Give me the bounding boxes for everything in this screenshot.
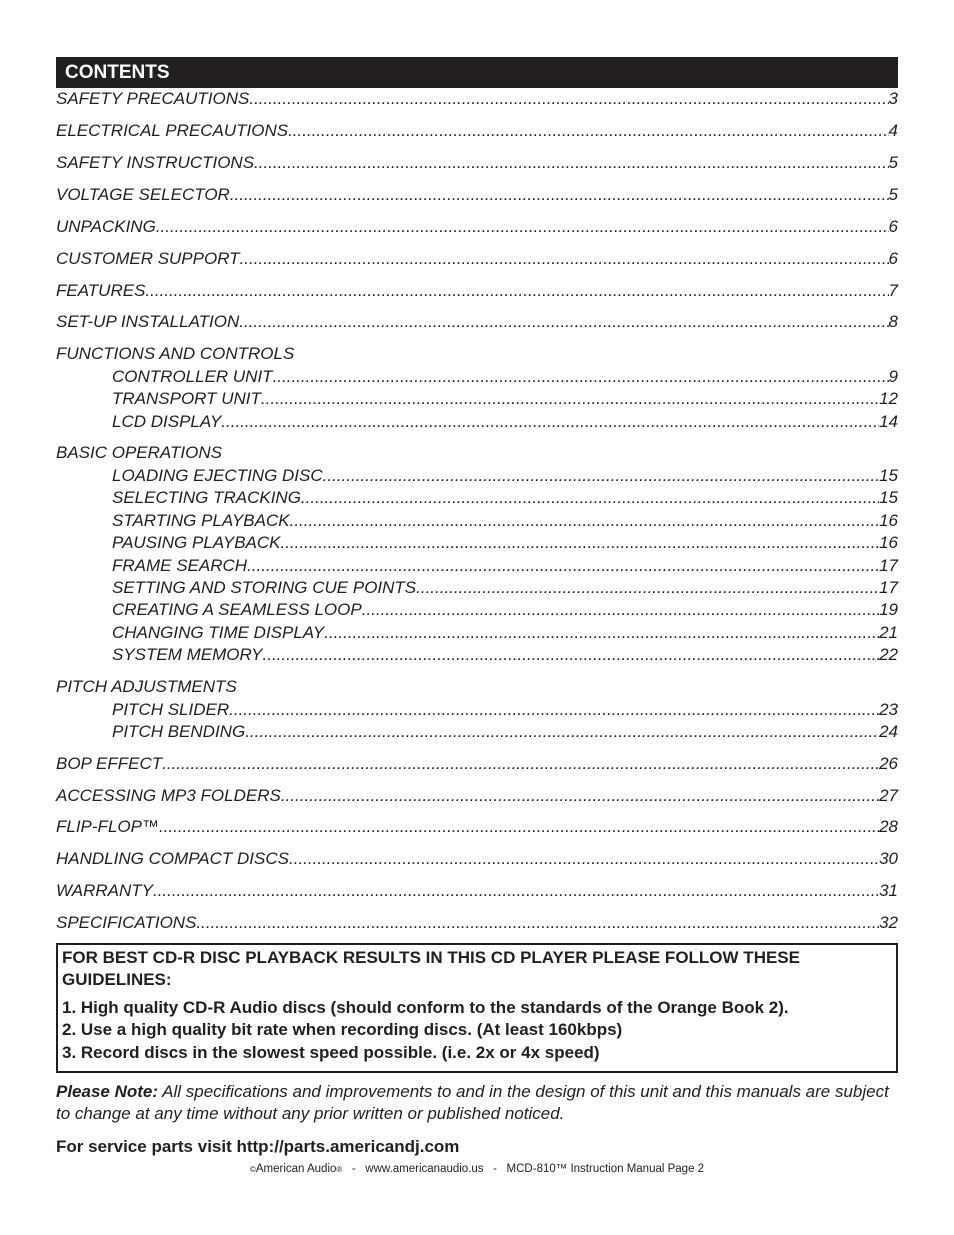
leader-dots: [254, 153, 888, 173]
toc-page-number: 7: [888, 281, 898, 300]
leader-dots: [145, 281, 888, 301]
contents-title: CONTENTS: [65, 62, 170, 83]
leader-dots: [324, 623, 879, 643]
toc-entry-setting-storing-cue-points[interactable]: [112, 578, 898, 600]
toc-entry-specifications[interactable]: [56, 913, 898, 935]
toc-label: SAFETY INSTRUCTIONS: [56, 153, 255, 172]
toc-label: PITCH SLIDER: [112, 700, 230, 719]
leader-dots: [162, 754, 879, 774]
toc-label: ACCESSING MP3 FOLDERS: [56, 786, 281, 805]
manual-page: [56, 57, 898, 1175]
toc-page-number: 16: [879, 511, 898, 530]
leader-dots: [273, 367, 889, 387]
toc-label: TRANSPORT UNIT: [112, 389, 261, 408]
toc-page-number: 5: [888, 153, 898, 172]
toc-page-number: 21: [879, 623, 898, 642]
page-footer: [56, 1163, 898, 1175]
toc-entry-customer-support[interactable]: [56, 249, 898, 271]
copyright-symbol: ©: [249, 1165, 256, 1174]
contents-header: [56, 57, 898, 88]
toc-entry-unpacking[interactable]: [56, 217, 898, 239]
leader-dots: [301, 488, 879, 508]
toc-label: LOADING EJECTING DISC: [112, 466, 323, 485]
toc-page-number: 16: [879, 533, 898, 552]
leader-dots: [196, 913, 879, 933]
toc-label: FEATURES: [56, 281, 146, 300]
toc-page-number: 3: [888, 89, 898, 108]
toc-page-number: 30: [879, 849, 898, 868]
guideline-item-2: 2. Use a high quality bit rate when recording discs. (At least 160kbps): [62, 1020, 623, 1039]
toc-entry-lcd-display[interactable]: [112, 412, 898, 434]
toc-label: SET-UP INSTALLATION: [56, 312, 240, 331]
toc-entry-handling-compact-discs[interactable]: [56, 849, 898, 871]
toc-entry-safety-instructions[interactable]: [56, 153, 898, 175]
footer-brand: American Audio: [255, 1163, 337, 1175]
toc-page-number: 17: [879, 578, 898, 597]
toc-entry-setup-installation[interactable]: [56, 312, 898, 334]
toc-page-number: 23: [879, 700, 898, 719]
leader-dots: [221, 412, 879, 432]
toc-entry-starting-playback[interactable]: [112, 511, 898, 533]
please-note-paragraph: [56, 1081, 898, 1125]
toc-entry-system-memory[interactable]: [112, 645, 898, 667]
leader-dots: [263, 645, 880, 665]
toc-entry-electrical-precautions[interactable]: [56, 121, 898, 143]
toc-label: SAFETY PRECAUTIONS: [56, 89, 250, 108]
toc-page-number: 28: [879, 817, 898, 836]
toc-entry-accessing-mp3-folders[interactable]: [56, 786, 898, 808]
toc-page-number: 27: [879, 786, 898, 805]
leader-dots: [323, 466, 879, 486]
toc-section-pitch-adjustments: PITCH ADJUSTMENTS: [56, 677, 237, 696]
leader-dots: [261, 389, 879, 409]
leader-dots: [288, 121, 888, 141]
toc-label: CHANGING TIME DISPLAY: [112, 623, 325, 642]
toc-entry-features[interactable]: [56, 281, 898, 303]
toc-label: LCD DISPLAY: [112, 412, 222, 431]
toc-entry-selecting-tracking[interactable]: [112, 488, 898, 510]
toc-label: PAUSING PLAYBACK: [112, 533, 281, 552]
leader-dots: [230, 185, 889, 205]
leader-dots: [249, 89, 888, 109]
toc-label: FLIP-FLOP™: [56, 817, 159, 836]
toc-page-number: 5: [888, 185, 898, 204]
leader-dots: [229, 700, 879, 720]
leader-dots: [289, 849, 879, 869]
toc-label: CONTROLLER UNIT: [112, 367, 273, 386]
toc-page-number: 32: [879, 913, 898, 932]
toc-label: SPECIFICATIONS: [56, 913, 197, 932]
toc-section-functions-and-controls: FUNCTIONS AND CONTROLS: [56, 344, 295, 363]
leader-dots: [245, 722, 879, 742]
leader-dots: [153, 881, 879, 901]
please-note-lead: Please Note:: [56, 1082, 159, 1101]
toc-page-number: 22: [879, 645, 898, 664]
toc-label: VOLTAGE SELECTOR: [56, 185, 230, 204]
toc-entry-transport-unit[interactable]: [112, 389, 898, 411]
toc-label: WARRANTY: [56, 881, 153, 900]
toc-entry-pitch-slider[interactable]: [112, 700, 898, 722]
please-note-text: All specifications and improvements to and in the design of this unit and this manuals are subject to change at any time without any prior written or published noticed.: [56, 1082, 889, 1123]
toc-label: PITCH BENDING: [112, 722, 246, 741]
toc-label: SYSTEM MEMORY: [112, 645, 263, 664]
toc-page-number: 9: [888, 367, 898, 386]
guideline-item-1: 1. High quality CD-R Audio discs (should conform to the standards of the Orange Book 2).: [62, 998, 789, 1017]
toc-entry-frame-search[interactable]: [112, 556, 898, 578]
leader-dots: [240, 249, 889, 269]
toc-page-number: 4: [888, 121, 898, 140]
toc-label: BOP EFFECT: [56, 754, 163, 773]
toc-page-number: 15: [879, 466, 898, 485]
footer-text: - www.americanaudio.us - MCD-810™ Instruction Manual Page 2: [342, 1163, 705, 1175]
toc-entry-loading-ejecting-disc[interactable]: [112, 466, 898, 488]
toc-page-number: 14: [879, 412, 898, 431]
toc-page-number: 12: [879, 389, 898, 408]
leader-dots: [159, 817, 879, 837]
toc-label: CUSTOMER SUPPORT: [56, 249, 240, 268]
toc-page-number: 26: [879, 754, 898, 773]
toc-entry-bop-effect[interactable]: [56, 754, 898, 776]
leader-dots: [281, 786, 879, 806]
toc-page-number: 6: [888, 217, 898, 236]
guidelines-heading-line1: FOR BEST CD-R DISC PLAYBACK RESULTS IN THIS CD PLAYER PLEASE FOLLOW THESE: [62, 948, 800, 967]
toc-page-number: 19: [879, 600, 898, 619]
service-parts-link[interactable]: For service parts visit http://parts.americandj.com: [56, 1137, 460, 1156]
toc-page-number: 8: [888, 312, 898, 331]
guidelines-heading-line2: GUIDELINES:: [62, 970, 172, 989]
toc-label: STARTING PLAYBACK: [112, 511, 290, 530]
toc-label: UNPACKING: [56, 217, 156, 236]
guideline-item-3: 3. Record discs in the slowest speed possible. (i.e. 2x or 4x speed): [62, 1043, 600, 1062]
toc-section-basic-operations: BASIC OPERATIONS: [56, 443, 222, 462]
toc-entry-flip-flop[interactable]: [56, 817, 898, 839]
leader-dots: [280, 533, 879, 553]
toc-entry-pausing-playback[interactable]: [112, 533, 898, 555]
leader-dots: [156, 217, 889, 237]
toc-entry-controller-unit[interactable]: [112, 367, 898, 389]
toc-label: ELECTRICAL PRECAUTIONS: [56, 121, 289, 140]
toc-entry-pitch-bending[interactable]: [112, 722, 898, 744]
leader-dots: [362, 600, 879, 620]
toc-label: CREATING A SEAMLESS LOOP: [112, 600, 362, 619]
leader-dots: [416, 578, 879, 598]
toc-label: HANDLING COMPACT DISCS: [56, 849, 289, 868]
toc-page-number: 15: [879, 488, 898, 507]
leader-dots: [239, 312, 888, 332]
toc-page-number: 24: [879, 722, 898, 741]
toc-label: SELECTING TRACKING: [112, 488, 301, 507]
cdr-guidelines-box: [56, 943, 898, 1073]
toc-entry-voltage-selector[interactable]: [56, 185, 898, 207]
toc-label: SETTING AND STORING CUE POINTS: [112, 578, 417, 597]
toc-entry-changing-time-display[interactable]: [112, 623, 898, 645]
toc-page-number: 6: [888, 249, 898, 268]
toc-entry-creating-seamless-loop[interactable]: [112, 600, 898, 622]
toc-entry-safety-precautions[interactable]: [56, 89, 898, 111]
toc-label: FRAME SEARCH: [112, 556, 248, 575]
leader-dots: [290, 511, 879, 531]
toc-page-number: 31: [879, 881, 898, 900]
toc-page-number: 17: [879, 556, 898, 575]
registered-symbol: ®: [336, 1165, 343, 1174]
leader-dots: [247, 556, 879, 576]
toc-entry-warranty[interactable]: [56, 881, 898, 903]
